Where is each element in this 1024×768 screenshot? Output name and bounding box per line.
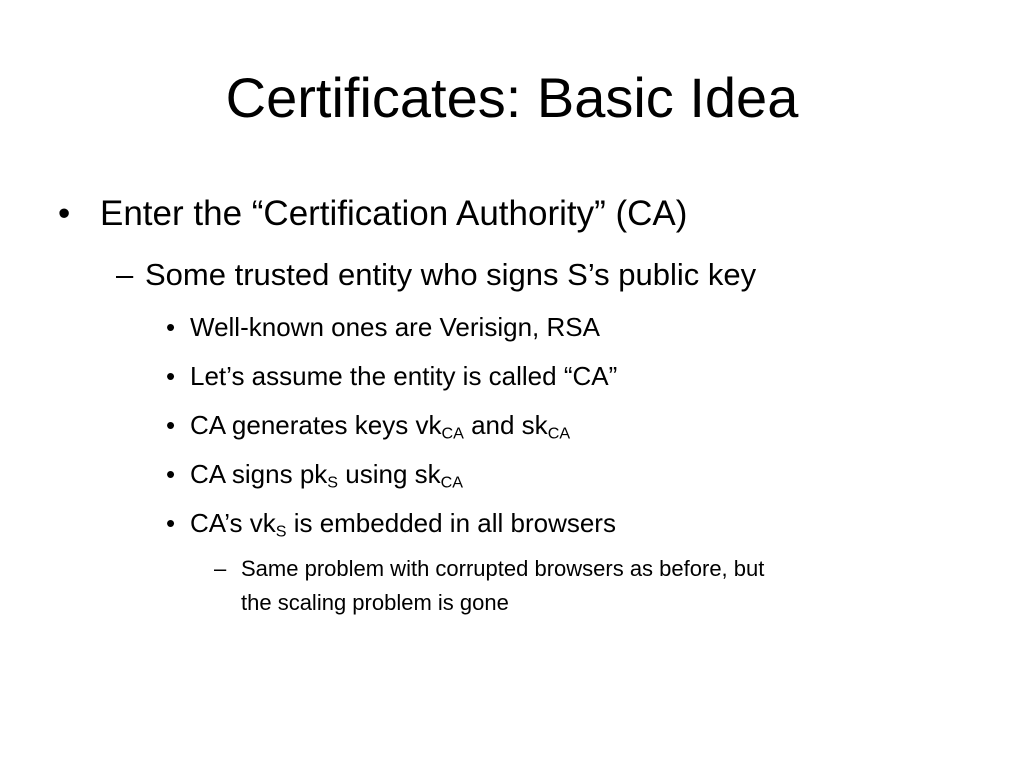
slide-title: Certificates: Basic Idea <box>225 66 799 129</box>
bullet-level2-trusted-entity <box>116 255 756 295</box>
bullet-text: Well-known ones are Verisign, RSA <box>190 312 600 342</box>
subscript: CA <box>440 473 464 492</box>
bullet-dot-icon: • <box>166 459 176 489</box>
subscript: S <box>275 522 287 541</box>
bullet-text: CA generates keys vk <box>190 410 442 440</box>
bullet-text: CA’s vk <box>190 508 276 538</box>
bullet-text-line: the scaling problem is gone <box>241 590 509 615</box>
bullet-dot-icon: • <box>166 410 176 440</box>
bullet-text: using sk <box>338 459 441 489</box>
bullet-dash-icon: – <box>214 556 227 581</box>
bullet-text-line: Same problem with corrupted browsers as before, but <box>241 556 765 581</box>
bullet-dash-icon: – <box>116 257 134 292</box>
subscript: CA <box>441 424 464 443</box>
bullet-level3-ca-signs <box>166 457 463 491</box>
bullet-dot-icon: • <box>58 194 71 233</box>
bullet-text: is embedded in all browsers <box>286 508 616 538</box>
bullet-level3-assume-ca <box>166 359 617 393</box>
bullet-level3-embedded-browsers <box>166 506 616 540</box>
bullet-text: and sk <box>463 410 548 440</box>
bullet-level4-same-problem <box>214 552 934 620</box>
bullet-text: Enter the “Certification Authority” (CA) <box>100 194 688 233</box>
bullet-text: Some trusted entity who signs S’s public key <box>145 257 757 292</box>
subscript: CA <box>547 424 571 443</box>
subscript: S <box>327 473 339 492</box>
bullet-dot-icon: • <box>166 508 176 538</box>
bullet-level3-well-known <box>166 310 600 344</box>
bullet-dot-icon: • <box>166 312 176 342</box>
bullet-level3-ca-generates-keys <box>166 408 570 442</box>
bullet-dot-icon: • <box>166 361 176 391</box>
bullet-text: Let’s assume the entity is called “CA” <box>190 361 618 391</box>
bullet-level1-ca-intro <box>58 192 687 236</box>
bullet-text: CA signs pk <box>190 459 328 489</box>
